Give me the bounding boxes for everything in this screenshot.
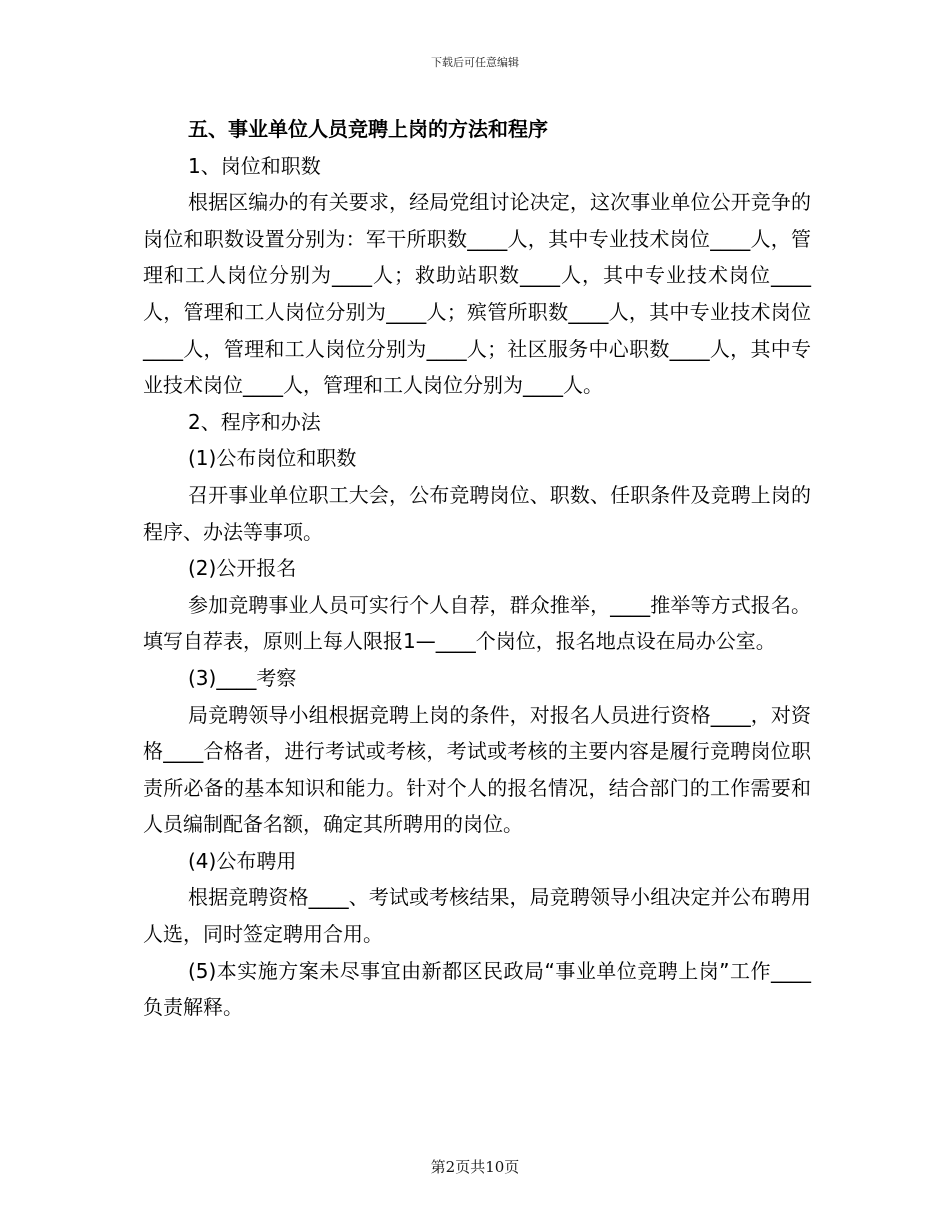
subheading: 1、岗位和职数 (188, 153, 321, 178)
paragraph: 根据区编办的有关要求，经局党组讨论决定，这次事业单位公开竞争的岗位和职数设置分别为：军干所职数____人，其中专业技术岗位____人，管理和工人岗位分别为____人；救助站职数____人，其中专业技术岗位____人，管理和工人岗位分别为____人；殡管所职数____人，其中专业技术岗位____人，管理和工人岗位分别为____人；社区服务中心职数____人，其中专业技术岗位____人，管理和工人岗位分别为____人。 (143, 190, 811, 398)
page-footer: 第2页共10页 (430, 1158, 520, 1176)
subheading: (3)____考察 (188, 665, 297, 690)
paragraph: 召开事业单位职工大会，公布竞聘岗位、职数、任职条件及竞聘上岗的程序、办法等事项。 (143, 482, 811, 544)
subheading: (1)公布岗位和职数 (188, 446, 357, 471)
page-header: 下载后可任意编辑 (431, 56, 519, 69)
document-body (143, 111, 811, 1026)
section-heading: 五、事业单位人员竞聘上岗的方法和程序 (188, 117, 548, 141)
paragraph: (5)本实施方案未尽事宜由新都区民政局“事业单位竞聘上岗”工作____负责解释。 (143, 958, 811, 1020)
paragraph: 参加竞聘事业人员可实行个人自荐，群众推举，____推举等方式报名。填写自荐表，原则上每人限报1—____个岗位，报名地点设在局办公室。 (143, 592, 811, 654)
paragraph: 局竞聘领导小组根据竞聘上岗的条件，对报名人员进行资格____，对资格____合格者，进行考试或考核，考试或考核的主要内容是履行竞聘岗位职责所必备的基本知识和能力。针对个人的报名情况，结合部门的工作需要和人员编制配备名额，确定其所聘用的岗位。 (143, 702, 811, 837)
subheading: (2)公开报名 (188, 556, 297, 581)
subheading: (4)公布聘用 (188, 848, 297, 873)
subheading: 2、程序和办法 (188, 409, 321, 434)
paragraph: 根据竞聘资格____、考试或考核结果，局竞聘领导小组决定并公布聘用人选，同时签定聘用合用。 (143, 885, 811, 947)
